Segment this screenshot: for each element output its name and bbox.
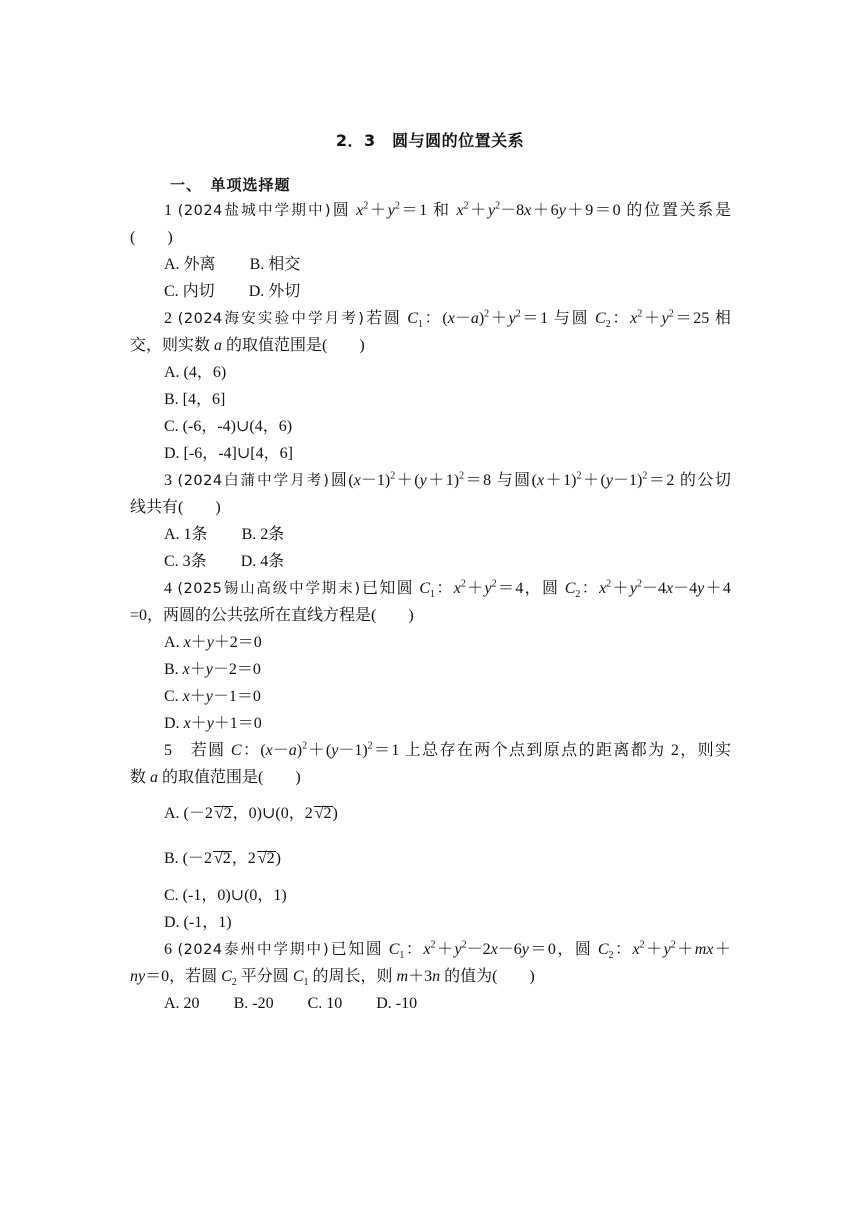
question-2-option-a: A. (4，6) (164, 364, 227, 381)
question-6-line-2: ny＝0，若圆 $C_2$ 平分圆 $C_1$ 的周长，则 m＋3n 的值为( ) (130, 968, 535, 989)
question-number: 4 (164, 580, 172, 597)
option-d: D. 4条 (240, 553, 285, 570)
question-3-line-2: 线共有( ) (130, 499, 221, 516)
question-number: 3 (164, 472, 172, 489)
question-5-option-c: C. (-1，0)∪(0，1) (164, 887, 287, 904)
option-b: B. 2条 (241, 526, 285, 543)
question-3-line-1: 3 (2024白蒲中学月考)圆$(x-1)^2+(y+1)^2=8$ 与圆$(x+1)^2+(y-1)^2=2$ 的公切 (164, 470, 731, 489)
option-a: A. 1条 (164, 526, 208, 543)
option-a: A. 20 (164, 995, 200, 1012)
question-1-line-2: ( ) (130, 229, 173, 246)
question-2-option-b: B. [4，6] (164, 391, 226, 408)
question-4-option-a: A. x＋y＋2＝0 (164, 634, 262, 651)
question-5-option-b: B. (－2 √2，2 √2) (164, 850, 281, 867)
question-4-option-d: D. x＋y＋1＝0 (164, 715, 262, 732)
question-number: 2 (164, 310, 172, 327)
option-b: B. 相交 (249, 256, 301, 273)
question-3-options-row-1 (164, 525, 284, 545)
option-c: C. 3条 (164, 553, 207, 570)
question-1-options-row-1 (164, 255, 300, 275)
question-5-line-1: 5 若圆 C：$(x-a)^2+(y-1)^2=1$ 上总存在两个点到原点的距离都为 2，则实 (164, 740, 731, 759)
question-source: (2024白蒲中学月考) (177, 473, 330, 489)
question-5-option-a: A. (－2 √2，0)∪(0，2 √2) (164, 805, 338, 822)
question-source: (2024盐城中学期中) (177, 203, 331, 219)
question-1-line-1: 1 (2024盐城中学期中)圆 $x^2+y^2=1$ 和 $x^2+y^2-8x+6y+9=0$ 的位置关系是 (164, 200, 731, 219)
question-2-line-2: 交，则实数 a 的取值范围是( ) (130, 337, 365, 354)
question-source: (2024海安实验中学月考) (177, 311, 365, 327)
question-2-option-c: C. (-6，-4)∪(4，6) (164, 418, 293, 435)
option-d: D. 外切 (248, 283, 301, 300)
question-5-line-2: 数 a 的取值范围是( ) (130, 769, 301, 786)
question-number: 1 (164, 202, 172, 219)
question-2-line-1: 2 (2024海安实验中学月考)若圆 $C_1$：$(x-a)^2+y^2=1$ 与圆 $C_2$：$x^2+y^2=25$ 相 (164, 308, 731, 331)
question-2-option-d: D. [-6，-4]∪[4，6] (164, 445, 293, 462)
option-c: C. 10 (307, 995, 343, 1012)
question-1-options-row-2 (164, 282, 300, 302)
section-heading: 一、 单项选择题 (170, 176, 291, 194)
question-source: (2025锡山高级中学期末) (177, 581, 361, 597)
page-title: 2．3 圆与圆的位置关系 (335, 131, 525, 150)
option-c: C. 内切 (164, 283, 215, 300)
question-6-options-row (164, 994, 417, 1014)
question-4-option-b: B. x＋y－2＝0 (164, 661, 261, 678)
option-a: A. 外离 (164, 256, 216, 273)
question-number: 6 (164, 941, 172, 958)
question-3-options-row-2 (164, 552, 284, 572)
option-b: B. -20 (233, 995, 274, 1012)
question-4-line-1: 4 (2025锡山高级中学期末)已知圆 $C_1$：$x^2+y^2=4$，圆 $C_2$：$x^2+y^2-4x-4y+4$ (164, 578, 731, 601)
question-6-line-1: 6 (2024泰州中学期中)已知圆 $C_1$：$x^2+y^2-2x-6y=0$，圆 $C_2$：$x^2+y^2+mx+$ (164, 939, 731, 962)
question-5-option-d: D. (-1，1) (164, 914, 232, 931)
question-source: (2024泰州中学期中) (177, 942, 330, 958)
question-4-option-c: C. x＋y－1＝0 (164, 688, 261, 705)
question-number: 5 (164, 742, 172, 759)
question-4-line-2: =0，两圆的公共弦所在直线方程是( ) (130, 607, 414, 624)
option-d: D. -10 (376, 995, 418, 1012)
